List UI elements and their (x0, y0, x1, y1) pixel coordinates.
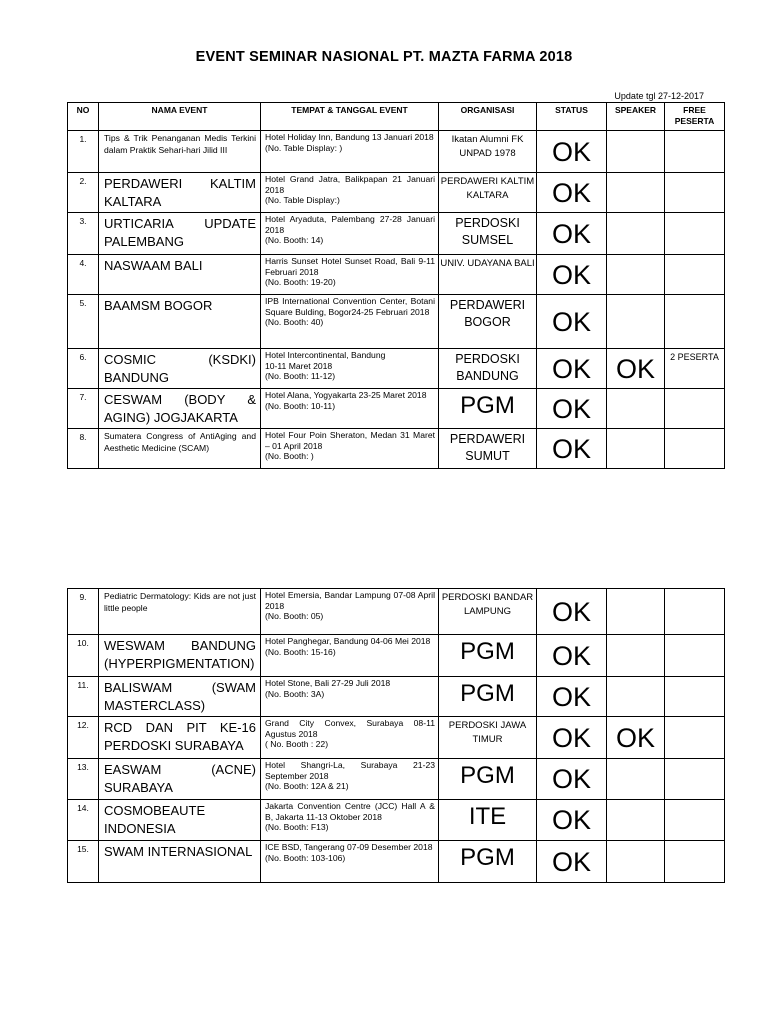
update-note: Update tgl 27-12-2017 (614, 91, 704, 101)
event-free-participants: 2 PESERTA (665, 349, 725, 389)
event-name: BALISWAM (SWAM MASTERCLASS) (99, 677, 261, 717)
event-name: WESWAM BANDUNG (HYPERPIGMENTATION) (99, 635, 261, 677)
event-free-participants (665, 389, 725, 429)
table-row (68, 213, 725, 255)
event-speaker: OK (607, 717, 665, 759)
event-place-date (261, 635, 439, 677)
event-free-participants (665, 131, 725, 173)
event-name: COSMOBEAUTE INDONESIA (99, 800, 261, 841)
event-place-date (261, 800, 439, 841)
place-line: (No. Booth: F13) (265, 822, 329, 833)
events-table-part2 (67, 588, 725, 883)
table-row (68, 349, 725, 389)
event-place-date (261, 131, 439, 173)
event-status: OK (537, 131, 607, 173)
event-name: COSMIC (KSDKI) BANDUNG (99, 349, 261, 389)
place-line: Hotel Grand Jatra, Balikpapan 21 Januari 2018 (265, 174, 435, 195)
place-line: Harris Sunset Hotel Sunset Road, Bali 9-11 Februari 2018 (265, 256, 435, 277)
place-line: (No. Booth: 19-20) (265, 277, 336, 288)
table-row (68, 389, 725, 429)
row-number: 7. (68, 389, 99, 429)
place-line: (No. Booth: 103-106) (265, 852, 346, 863)
event-name: SWAM INTERNASIONAL (99, 841, 261, 883)
header-speaker: SPEAKER (607, 103, 665, 131)
event-name: CESWAM (BODY & AGING) JOGJAKARTA (99, 389, 261, 429)
header-status: STATUS (537, 103, 607, 131)
event-name: Sumatera Congress of AntiAging and Aesthetic Medicine (SCAM) (99, 429, 261, 469)
event-organization: ITE (439, 800, 537, 841)
event-place-date (261, 295, 439, 349)
event-speaker: OK (607, 349, 665, 389)
place-line: Hotel Four Poin Sheraton, Medan 31 Maret – 01 April 2018 (265, 430, 435, 451)
event-organization: PERDAWERI BOGOR (439, 295, 537, 349)
event-status: OK (537, 295, 607, 349)
place-line: Hotel Alana, Yogyakarta 23-25 Maret 2018 (265, 390, 427, 400)
event-place-date (261, 717, 439, 759)
event-status: OK (537, 173, 607, 213)
event-place-date (261, 389, 439, 429)
event-name: BAAMSM BOGOR (99, 295, 261, 349)
place-line: Hotel Panghegar, Bandung 04-06 Mei 2018 (265, 636, 431, 646)
header-name: NAMA EVENT (99, 103, 261, 131)
row-number: 11. (68, 677, 99, 717)
place-line: (No. Booth: 15-16) (265, 646, 336, 657)
header-place: TEMPAT & TANGGAL EVENT (261, 103, 439, 131)
row-number: 15. (68, 841, 99, 883)
event-free-participants (665, 677, 725, 717)
event-free-participants (665, 255, 725, 295)
place-line: (No. Booth: 40) (265, 317, 324, 328)
event-name: EASWAM (ACNE) SURABAYA (99, 759, 261, 800)
events-table-part1 (67, 102, 725, 469)
place-line: ( No. Booth : 22) (265, 739, 329, 750)
row-number: 5. (68, 295, 99, 349)
row-number: 4. (68, 255, 99, 295)
event-name: Pediatric Dermatology: Kids are not just little people (99, 589, 261, 635)
event-organization: PGM (439, 677, 537, 717)
event-speaker (607, 389, 665, 429)
row-number: 3. (68, 213, 99, 255)
event-status: OK (537, 759, 607, 800)
place-line: Hotel Stone, Bali 27-29 Juli 2018 (265, 678, 391, 688)
event-organization: PGM (439, 841, 537, 883)
event-name: Tips & Trik Penanganan Medis Terkini dalam Praktik Sehari-hari Jilid III (99, 131, 261, 173)
event-free-participants (665, 841, 725, 883)
event-organization: PERDAWERI KALTIM KALTARA (439, 173, 537, 213)
event-free-participants (665, 800, 725, 841)
events-body-part2 (68, 589, 725, 883)
place-line: Grand City Convex, Surabaya 08-11 Agustus 2018 (265, 718, 435, 739)
event-status: OK (537, 677, 607, 717)
event-name: NASWAAM BALI (99, 255, 261, 295)
event-speaker (607, 677, 665, 717)
event-place-date (261, 255, 439, 295)
row-number: 14. (68, 800, 99, 841)
event-free-participants (665, 173, 725, 213)
event-speaker (607, 429, 665, 469)
event-name: RCD DAN PIT KE-16 PERDOSKI SURABAYA (99, 717, 261, 759)
event-place-date (261, 213, 439, 255)
event-organization: UNIV. UDAYANA BALI (439, 255, 537, 295)
event-place-date (261, 429, 439, 469)
event-status: OK (537, 349, 607, 389)
place-line: (No. Booth: 11-12) (265, 371, 336, 382)
place-line: (No. Booth: 12A & 21) (265, 781, 349, 792)
row-number: 13. (68, 759, 99, 800)
event-free-participants (665, 759, 725, 800)
table-row (68, 635, 725, 677)
table-row (68, 255, 725, 295)
place-line: (No. Table Display: ) (265, 142, 343, 153)
event-speaker (607, 295, 665, 349)
place-line: (No. Booth: 10-11) (265, 400, 336, 411)
event-organization: Ikatan Alumni FK UNPAD 1978 (439, 131, 537, 173)
place-line: (No. Booth: ) (265, 451, 314, 462)
place-line: IPB International Convention Center, Botani Square Bulding, Bogor24-25 Februari 2018 (265, 296, 435, 317)
event-status: OK (537, 635, 607, 677)
event-place-date (261, 759, 439, 800)
place-line: Hotel Emersia, Bandar Lampung 07-08 April 2018 (265, 590, 435, 611)
event-speaker (607, 131, 665, 173)
event-speaker (607, 800, 665, 841)
event-status: OK (537, 213, 607, 255)
event-organization: PERDOSKI BANDAR LAMPUNG (439, 589, 537, 635)
event-speaker (607, 635, 665, 677)
event-organization: PERDOSKI BANDUNG (439, 349, 537, 389)
event-name: PERDAWERI KALTIM KALTARA (99, 173, 261, 213)
row-number: 2. (68, 173, 99, 213)
table-row (68, 295, 725, 349)
event-speaker (607, 173, 665, 213)
event-status: OK (537, 841, 607, 883)
row-number: 1. (68, 131, 99, 173)
event-status: OK (537, 717, 607, 759)
event-place-date (261, 841, 439, 883)
event-free-participants (665, 635, 725, 677)
event-status: OK (537, 429, 607, 469)
event-speaker (607, 589, 665, 635)
table-row (68, 589, 725, 635)
row-number: 12. (68, 717, 99, 759)
place-line: Hotel Intercontinental, Bandung (265, 350, 386, 360)
table-row (68, 677, 725, 717)
header-free: FREE PESERTA (665, 103, 725, 131)
place-line: (No. Booth: 05) (265, 611, 324, 622)
place-line: Hotel Shangri-La, Surabaya 21-23 September 2018 (265, 760, 435, 781)
event-speaker (607, 255, 665, 295)
event-status: OK (537, 389, 607, 429)
event-organization: PGM (439, 635, 537, 677)
header-org: ORGANISASI (439, 103, 537, 131)
table-row (68, 800, 725, 841)
event-organization: PGM (439, 759, 537, 800)
place-line: (No. Table Display:) (265, 195, 340, 206)
event-free-participants (665, 717, 725, 759)
event-place-date (261, 589, 439, 635)
event-organization: PERDOSKI JAWA TIMUR (439, 717, 537, 759)
table-row (68, 173, 725, 213)
page-title: EVENT SEMINAR NASIONAL PT. MAZTA FARMA 2018 (195, 49, 573, 65)
place-line: Hotel Holiday Inn, Bandung 13 Januari 2018 (265, 132, 434, 142)
event-speaker (607, 213, 665, 255)
event-organization: PGM (439, 389, 537, 429)
header-no: NO (68, 103, 99, 131)
row-number: 6. (68, 349, 99, 389)
event-organization: PERDOSKI SUMSEL (439, 213, 537, 255)
row-number: 10. (68, 635, 99, 677)
table-row (68, 429, 725, 469)
table-row (68, 717, 725, 759)
event-status: OK (537, 255, 607, 295)
event-status: OK (537, 589, 607, 635)
event-place-date (261, 677, 439, 717)
table-row (68, 131, 725, 173)
event-place-date (261, 349, 439, 389)
place-line: Jakarta Convention Centre (JCC) Hall A & B, Jakarta 11-13 Oktober 2018 (265, 801, 435, 822)
event-place-date (261, 173, 439, 213)
place-line: (No. Booth: 3A) (265, 688, 325, 699)
event-status: OK (537, 800, 607, 841)
row-number: 8. (68, 429, 99, 469)
event-name: URTICARIA UPDATE PALEMBANG (99, 213, 261, 255)
table-row (68, 841, 725, 883)
events-body-part1 (68, 131, 725, 469)
row-number: 9. (68, 589, 99, 635)
event-free-participants (665, 429, 725, 469)
event-speaker (607, 841, 665, 883)
table-row (68, 759, 725, 800)
event-free-participants (665, 589, 725, 635)
place-line: Hotel Aryaduta, Palembang 27-28 Januari 2018 (265, 214, 435, 235)
place-line: 10-11 Maret 2018 (265, 360, 333, 371)
event-organization: PERDAWERI SUMUT (439, 429, 537, 469)
place-line: ICE BSD, Tangerang 07-09 Desember 2018 (265, 842, 433, 852)
event-speaker (607, 759, 665, 800)
event-free-participants (665, 213, 725, 255)
place-line: (No. Booth: 14) (265, 235, 324, 246)
event-free-participants (665, 295, 725, 349)
